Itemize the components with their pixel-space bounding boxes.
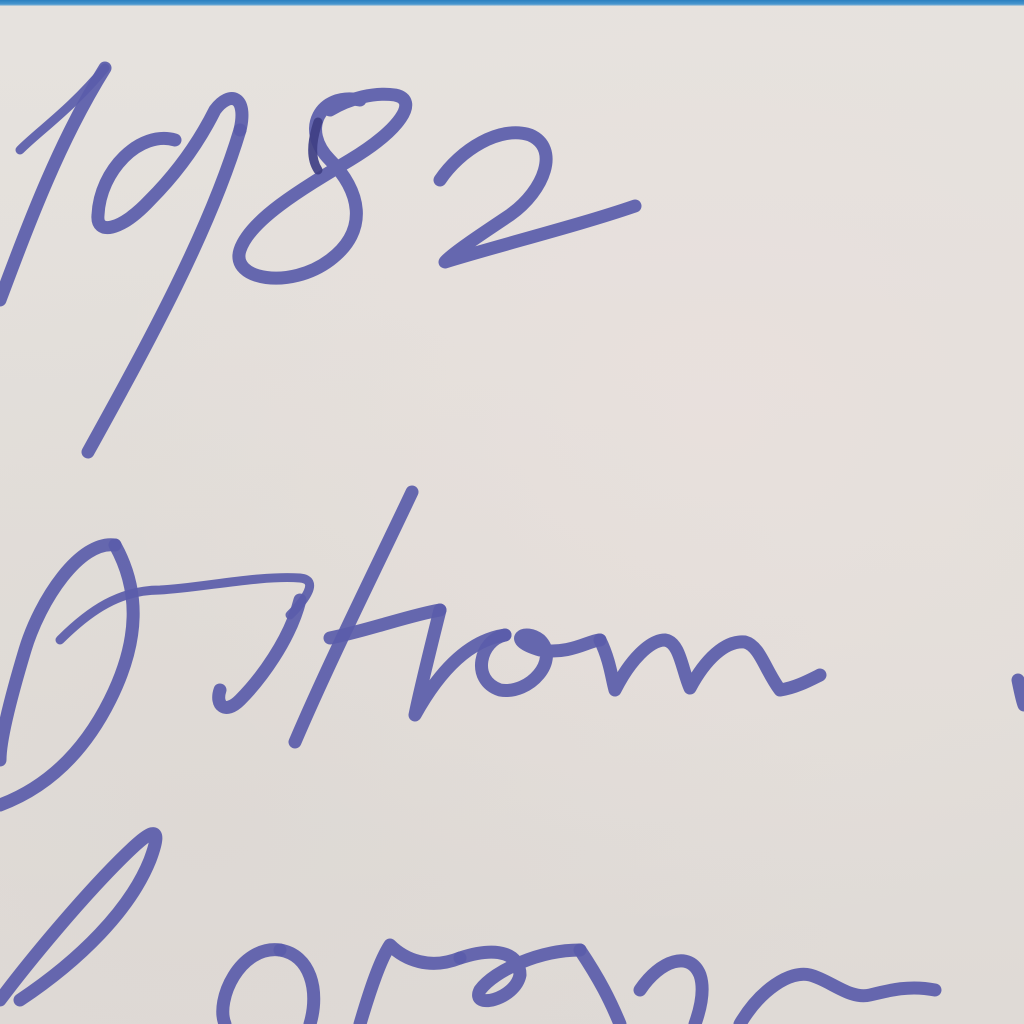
crossbar <box>60 578 310 640</box>
letter-o-bottom-right <box>280 950 314 1024</box>
edge-mark <box>1018 680 1024 705</box>
letter-o <box>481 635 600 691</box>
digit-9-loop <box>98 99 242 228</box>
letter-m <box>600 640 820 690</box>
handwritten-line-3 <box>0 834 935 1024</box>
handwritten-year <box>0 68 635 452</box>
digit-2 <box>440 133 635 262</box>
letter-m-bottom-right <box>740 974 935 1024</box>
letter-tail-bottom <box>580 950 620 1024</box>
handwritten-name <box>0 492 1024 805</box>
digit-1-stroke <box>0 68 105 300</box>
letter-r-bottom <box>360 945 460 1024</box>
letter-m-bottom <box>640 961 702 1024</box>
letter-r <box>415 610 505 715</box>
letter-l-loop <box>0 834 156 1000</box>
letter-e-bottom <box>460 950 580 1001</box>
digit-8-dark-mark <box>313 122 318 170</box>
letter-o-bottom <box>223 950 280 1024</box>
